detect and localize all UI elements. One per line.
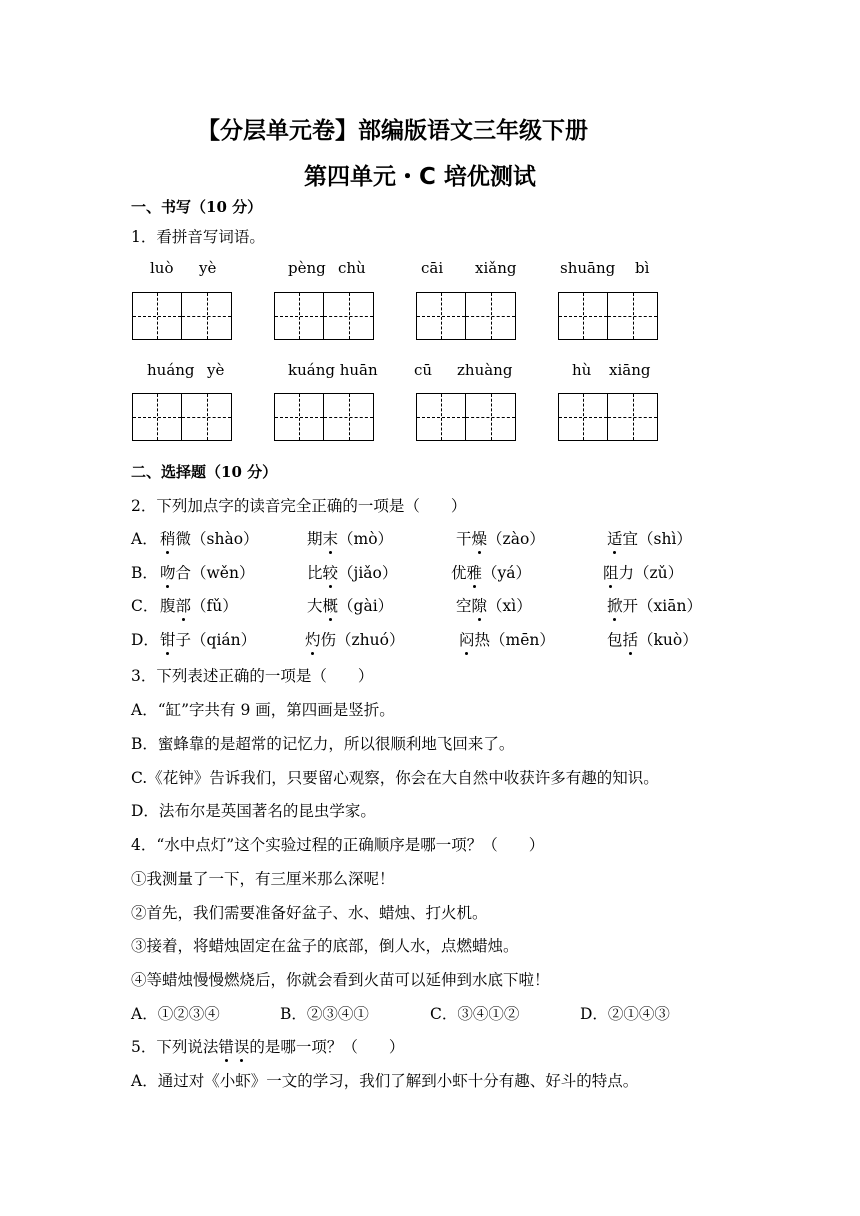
question-2-stem: 2．下列加点字的读音完全正确的一项是（ ） [131,497,467,515]
pinyin-label: xiāng [609,361,651,379]
q4-step-3: ③接着，将蜡烛固定在盆子的底部，倒人水，点燃蜡烛。 [131,937,519,955]
q2-option-d-item: 闷热（mēn） [459,628,555,650]
writing-cell[interactable] [324,393,374,441]
writing-grid[interactable] [416,292,516,340]
writing-cell[interactable] [132,292,182,340]
pinyin-label: zhuàng [457,361,513,379]
q3-option-b: B．蜜蜂靠的是超常的记忆力，所以很顺利地飞回来了。 [131,735,515,753]
q2-option-d-item: 灼伤（zhuó） [305,628,404,650]
pinyin-label: yè [199,259,217,277]
q4-option-b: B．②③④① [280,1005,369,1023]
writing-cell[interactable] [558,393,608,441]
q2-option-c-item: 掀开（xiān） [607,594,702,616]
q2-option-c-item: 空隙（xì） [456,594,532,616]
pinyin-label: shuāng [560,259,616,277]
q2-option-a-item: 期末（mò） [307,527,393,549]
q4-step-2: ②首先，我们需要准备好盆子、水、蜡烛、打火机。 [131,904,488,922]
q2-option-a-letter: A． [131,530,158,548]
pinyin-label: bì [635,259,650,277]
q5-option-a: A．通过对《小虾》一文的学习，我们了解到小虾十分有趣、好斗的特点。 [131,1072,639,1090]
pinyin-label: chù [338,259,366,277]
writing-grid[interactable] [132,393,232,441]
writing-grid[interactable] [132,292,232,340]
q2-option-a-item: 稍微（shào） [160,527,259,549]
writing-cell[interactable] [466,393,516,441]
writing-grid[interactable] [274,292,374,340]
q2-option-b-item: 吻合（wěn） [160,561,254,583]
writing-grid[interactable] [558,292,658,340]
q2-option-d-letter: D． [131,631,159,649]
q4-step-1: ①我测量了一下，有三厘米那么深呢！ [131,870,395,888]
question-3-stem: 3．下列表述正确的一项是（ ） [131,667,374,685]
q4-option-a: A．①②③④ [131,1005,220,1023]
pinyin-label: pèng [288,259,326,277]
q2-option-a-item: 干燥（zào） [456,527,545,549]
question-1-stem: 1．看拼音写词语。 [131,228,265,246]
q2-option-b-item: 优雅（yá） [451,561,531,583]
pinyin-label: xiǎng [475,259,517,277]
writing-cell[interactable] [558,292,608,340]
pinyin-label: kuáng huān [288,361,378,379]
q2-option-b-item: 阻力（zǔ） [603,561,683,583]
writing-cell[interactable] [416,292,466,340]
writing-grid[interactable] [416,393,516,441]
pinyin-label: cāi [421,259,444,277]
writing-cell[interactable] [324,292,374,340]
q2-option-d-item: 钳子（qián） [160,628,256,650]
pinyin-label: yè [207,361,225,379]
q3-option-c: C.《花钟》告诉我们，只要留心观察，你会在大自然中收获许多有趣的知识。 [131,769,659,787]
q3-option-d: D．法布尔是英国著名的昆虫学家。 [131,802,376,820]
question-4-stem: 4．“水中点灯”这个实验过程的正确顺序是哪一项？（ ） [131,836,545,854]
question-5-stem: 5．下列说法错误的是哪一项？（ ） [131,1035,404,1057]
q4-step-4: ④等蜡烛慢慢燃烧后，你就会看到火苗可以延伸到水底下啦！ [131,971,550,989]
pinyin-label: hù [572,361,592,379]
section-heading-choice: 二、选择题（10 分） [131,463,278,481]
writing-grid[interactable] [274,393,374,441]
writing-cell[interactable] [132,393,182,441]
writing-cell[interactable] [608,292,658,340]
q2-option-b-item: 比较（jiǎo） [307,561,397,583]
pinyin-label: huáng [147,361,195,379]
q4-option-d: D．②①④③ [580,1005,670,1023]
page-title: 【分层单元卷】部编版语文三年级下册 [197,118,588,144]
writing-cell[interactable] [274,292,324,340]
q2-option-a-item: 适宜（shì） [607,527,692,549]
q3-option-a: A．“缸”字共有 9 画，第四画是竖折。 [131,701,395,719]
q2-option-b-letter: B． [131,564,158,582]
page-subtitle: 第四单元・C 培优测试 [304,164,536,190]
q2-option-c-letter: C． [131,597,159,615]
q4-option-c: C．③④①② [430,1005,520,1023]
pinyin-label: cū [414,361,433,379]
section-heading-writing: 一、书写（10 分） [131,198,263,216]
writing-cell[interactable] [608,393,658,441]
q2-option-d-item: 包括（kuò） [607,628,698,650]
q2-option-c-item: 腹部（fǔ） [160,594,238,616]
writing-cell[interactable] [274,393,324,441]
writing-cell[interactable] [182,393,232,441]
writing-cell[interactable] [182,292,232,340]
q2-option-c-item: 大概（gài） [307,594,393,616]
writing-cell[interactable] [466,292,516,340]
writing-cell[interactable] [416,393,466,441]
writing-grid[interactable] [558,393,658,441]
pinyin-label: luò [150,259,174,277]
